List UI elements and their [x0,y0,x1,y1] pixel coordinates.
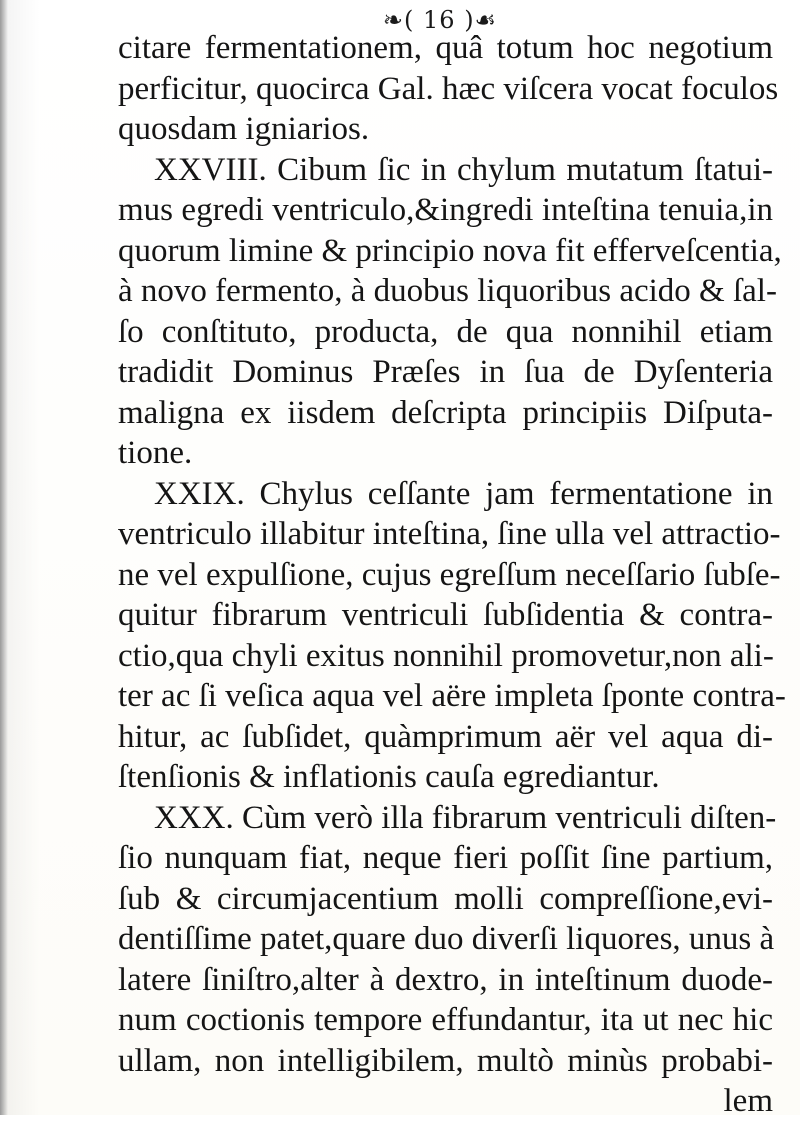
text-line: quorum limine & principio nova fit efferveſcentia, [118,232,782,269]
text-line: quosdam igniarios. [118,111,370,147]
text-line: ne vel expulſione, cujus egreſſum neceſſario ſubſe- [118,556,781,593]
text-line: ter ac ſi veſica aqua vel aëre impleta ſponte contra- [118,678,786,714]
text-line: à novo fermento, à duobus liquoribus acido & ſal- [118,273,777,309]
text-line: ctio,qua chyli exitus nonnihil promovetur,non ali- [118,637,774,674]
text-line: ventriculo illabitur inteſtina, ſine ulla vel attractio- [118,516,781,552]
text-line: XXX. Cùm verò illa fibrarum ventriculi diſten- [154,799,777,836]
text-line: XXIX. Chylus ceſſante jam fermentatione in [154,475,773,512]
text-line: maligna ex iisdem deſcripta principiis Diſputa- [118,394,773,431]
text-line: citare fermentationem, quâ totum hoc negotium [118,30,773,66]
page-number-text: 16 [423,6,456,34]
text-line: ſio nunquam fiat, neque fieri poſſit ſine partium, [118,840,773,876]
text-line: ſub & circumjacentium molli compreſſione,evi- [118,880,773,917]
page-binding-shadow [0,0,8,1115]
header-ornament-left: ❧( [382,6,424,34]
text-line: XXVIII. Cibum ſic in chylum mutatum ſtatui- [154,151,773,188]
text-line: perficitur, quocirca Gal. hæc viſcera vocat foculos [118,70,779,107]
header-ornament-right: )☙ [455,6,498,34]
text-line: latere ſiniſtro,alter à dextro, in inteſtinum duode- [118,961,773,998]
text-line: ullam, non intelligibilem, multò minùs probabi- [118,1042,773,1079]
text-line: num coctionis tempore effundantur, ita ut nec hic [118,1002,773,1038]
text-line: tione. [118,435,193,471]
text-line: ſo conſtituto, producta, de qua nonnihil etiam [118,313,773,350]
body-text [118,28,786,1122]
text-line: quitur fibrarum ventriculi ſubſidentia & contra- [118,597,773,633]
text-line: hitur, ac ſubſidet, quàmprimum aër vel aqua di- [118,718,773,755]
text-line: dentiſſime patet,quare duo diverſi liquores, unus à [118,921,775,957]
text-line: tradidit Dominus Præſes in ſua de Dyſenteria [118,354,773,390]
text-line: ſtenſionis & inflationis cauſa egrediantur. [118,759,660,795]
catchword: lem [723,1083,773,1119]
text-line: mus egredi ventriculo,&ingredi inteſtina tenuia,in [118,192,773,228]
